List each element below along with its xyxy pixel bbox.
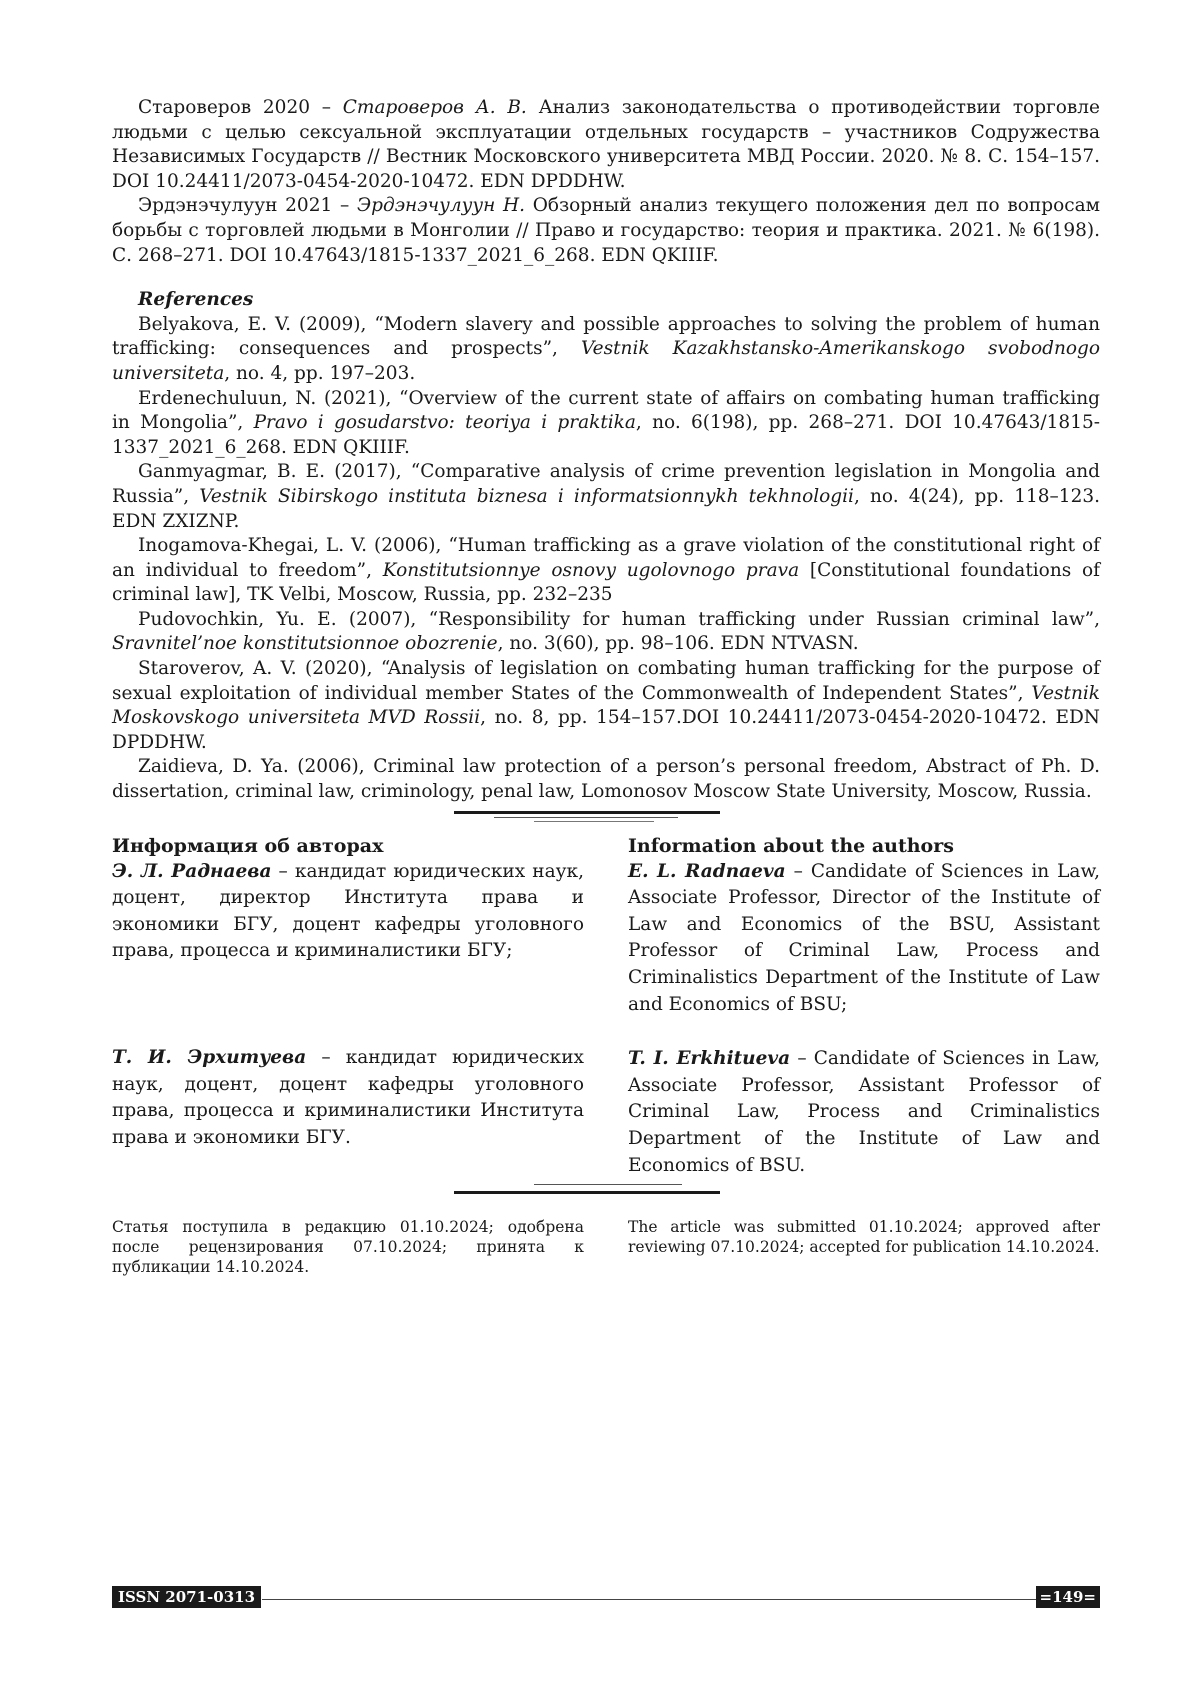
reference-details: , no. 8, pp. 154–157.DOI 10.24411/2073-0454-2020-10472. EDN DPDDHW.: [112, 707, 1100, 753]
divider-line: [494, 817, 678, 818]
author-en-radnaeva: [628, 859, 1100, 1019]
references-heading: References: [138, 289, 254, 311]
authors-ru-column: [112, 833, 584, 1180]
submission-note-en: The article was submitted 01.10.2024; approved after reviewing 07.10.2024; accepted for publication 14.10.2024.: [628, 1218, 1100, 1257]
author-ru-erkhitueva: [112, 1045, 584, 1151]
section-divider: [112, 1179, 1100, 1197]
reference-lead: Эрдэнэчулуун 2021 –: [138, 195, 357, 217]
author-name: Э. Л. Раднаева: [112, 860, 272, 882]
reference-details: , no. 4, pp. 197–203.: [224, 362, 416, 384]
author-ru-radnaeva: [112, 859, 584, 965]
reference-details: [Constitutional foundations of criminal law], TK Velbi, Moscow, Russia, pp. 232–235: [112, 559, 1100, 606]
author-description: – кандидат юридических наук, доцент, доцент кафедры уголовного права, процесса и криминалистики Института права и экономики БГУ.: [112, 1047, 584, 1148]
reference-text: Erdenechuluun, N. (2021), “Overview of the current state of affairs on combating human trafficking in Mongolia”,: [112, 387, 1100, 434]
reference-details: , no. 4(24), pp. 118–123. EDN ZXIZNP.: [112, 485, 1100, 532]
reference-source: Pravo i gosudarstvo: teoriya i praktika: [253, 412, 636, 434]
section-divider: [112, 807, 1100, 827]
authors-ru-heading: Информация об авторах: [112, 834, 384, 857]
authors-en-column: [628, 833, 1100, 1180]
reference-text: Анализ законодательства о противодействии торговле людьми с целью сексуальной эксплуатации отдельных государств – участников Содружества Независимых Государств // Вестник Московского университета МВД России. 2020. № 8. С. 154–157. DOI 10.24411/2073-0454-2020-10472. EDN DPDDHW.: [112, 97, 1100, 192]
authors-en-heading: Information about the authors: [628, 834, 954, 857]
divider-line: [534, 1184, 682, 1185]
reference-source: Vestnik Moskovskogo universiteta MVD Rossii: [112, 682, 1100, 729]
reference-details: , no. 3(60), pp. 98–106. EDN NTVASN.: [497, 633, 859, 655]
reference-text: Inogamova-Khegai, L. V. (2006), “Human trafficking as a grave violation of the constitutional right of an individual to freedom”,: [112, 535, 1100, 581]
reference-ru-staroverov: [112, 96, 1100, 194]
reference-source: Vestnik Kazakhstansko-Amerikanskogo svobodnogo universiteta: [112, 338, 1100, 384]
reference-details: , no. 6(198), pp. 268–271. DOI 10.47643/1815-1337_2021_6_268. EDN QKIIIF.: [112, 412, 1100, 458]
reference-text: Ganmyagmar, B. E. (2017), “Comparative analysis of crime prevention legislation in Mongolia and Russia”,: [112, 461, 1100, 507]
author-name: T. I. Erkhitueva: [628, 1048, 791, 1070]
submission-section: [112, 1197, 1100, 1277]
reference-en-erdenechuluun: [112, 387, 1100, 461]
reference-en-belyakova: [112, 313, 1100, 387]
reference-source: Sravnitel’noe konstitutsionnoe obozrenie: [112, 633, 498, 655]
author-en-erkhitueva: [628, 1046, 1100, 1179]
submission-ru-column: [112, 1197, 584, 1277]
reference-lead: Староверов 2020 –: [138, 97, 343, 118]
reference-en-staroverov: [112, 657, 1100, 755]
reference-source: Vestnik Sibirskogo instituta biznesa i informatsionnykh tekhnologii: [199, 485, 854, 507]
author-name: Т. И. Эрхитуева: [112, 1047, 307, 1068]
page-content: [112, 96, 1100, 1277]
reference-text: Pudovochkin, Yu. E. (2007), “Responsibility for human trafficking under Russian criminal law”,: [138, 608, 1100, 630]
reference-text: Belyakova, E. V. (2009), “Modern slavery and possible approaches to solving the problem of human trafficking: consequences and prospects”,: [112, 313, 1100, 360]
submission-note-ru: Статья поступила в редакцию 01.10.2024; одобрена после рецензирования 07.10.2024; принята к публикации 14.10.2024.: [112, 1218, 584, 1277]
author-description: – кандидат юридических наук, доцент, директор Института права и экономики БГУ, доцент кафедры уголовного права, процесса и криминалистики БГУ;: [112, 860, 584, 962]
page-number: =149=: [1036, 1586, 1100, 1608]
reference-text: Обзорный анализ текущего положения дел по вопросам борьбы с торговлей людьми в Монголии // Право и государство: теория и практика. 2021. № 6(198). С. 268–271. DOI 10.47643/1815-1337_2021_6_268. EDN QKIIIF.: [112, 195, 1100, 266]
issn-label: ISSN 2071-0313: [112, 1586, 261, 1608]
reference-ru-erdenechuluun: [112, 194, 1100, 268]
reference-text: Staroverov, A. V. (2020), “Analysis of legislation on combating human trafficking for the purpose of sexual exploitation of individual member States of the Commonwealth of Independent States”,: [112, 658, 1100, 704]
divider-line: [454, 1191, 720, 1194]
author-name: E. L. Radnaeva: [628, 860, 786, 882]
reference-source: Konstitutsionnye osnovy ugolovnogo prava: [382, 559, 800, 581]
reference-en-ganmyagmar: [112, 460, 1100, 534]
reference-author: Эрдэнэчулуун Н.: [356, 195, 526, 217]
page-footer: [112, 1586, 1100, 1608]
author-description: – Candidate of Sciences in Law, Associate Professor, Assistant Professor of Criminal Law, Process and Criminalistics Department of the Institute of Law and Economics of BSU.: [628, 1048, 1100, 1176]
reference-en-inogamova: [112, 534, 1100, 608]
divider-line: [534, 821, 654, 822]
submission-en-column: [628, 1197, 1100, 1277]
reference-en-pudovochkin: [112, 608, 1100, 657]
authors-section: [112, 833, 1100, 1180]
reference-author: Староверов А. В.: [342, 97, 527, 118]
divider-line: [454, 811, 720, 814]
reference-text: Zaidieva, D. Ya. (2006), Criminal law protection of a person’s personal freedom, Abstract of Ph. D. dissertation, criminal law, criminology, penal law, Lomonosov Moscow State University, Moscow, Russia.: [112, 756, 1100, 803]
author-description: – Candidate of Sciences in Law, Associate Professor, Director of the Institute of Law and Economics of the BSU, Assistant Professor of Criminal Law, Process and Criminalistics Department of the Institute of Law and Economics of BSU;: [628, 860, 1100, 1015]
reference-en-zaidieva: [112, 755, 1100, 804]
footer-rule: [262, 1599, 1036, 1600]
